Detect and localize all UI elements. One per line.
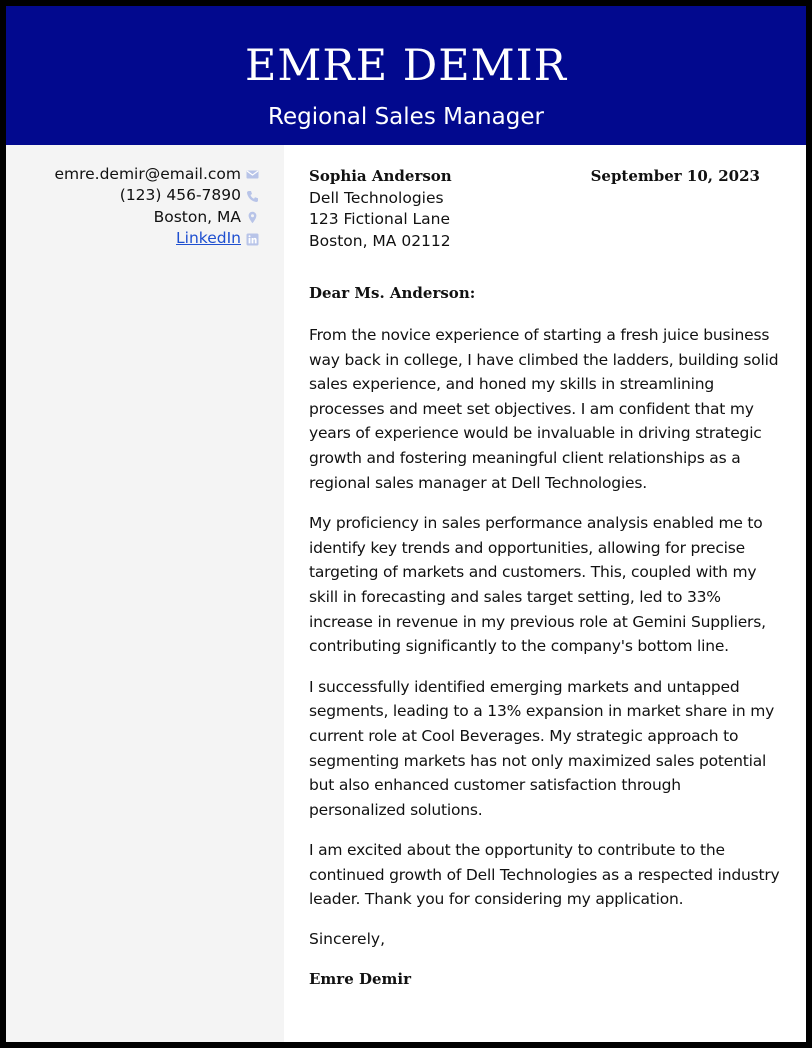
recipient-street: 123 Fictional Lane — [309, 210, 451, 228]
salutation: Dear Ms. Anderson: — [309, 284, 476, 302]
linkedin-link[interactable]: LinkedIn — [176, 229, 241, 248]
closing: Sincerely, — [309, 930, 386, 948]
contact-location — [54, 206, 259, 228]
sidebar — [6, 145, 284, 1042]
linkedin-icon — [246, 232, 259, 245]
letter-paragraphs — [309, 323, 781, 928]
contact-email — [54, 163, 259, 185]
paragraph: My proficiency in sales performance analysis enabled me to identify key trends and opportunities, allowing for precise targeting of markets and customers. This, coupled with my skill in forecasting and sales target setting, led to 33% increase in revenue in my previous role at Gemini Suppliers, contributing significantly to the company's bottom line. — [309, 514, 766, 656]
envelope-icon — [246, 167, 259, 180]
phone-text: (123) 456-7890 — [119, 186, 241, 205]
recipient-city: Boston, MA 02112 — [309, 231, 451, 250]
paragraph: I successfully identified emerging markets and untapped segments, leading to a 13% expansion in market share in my current role at Cool Beverages. My strategic approach to segmenting markets has not only maximized sales potential but also enhanced customer satisfaction through personalized solutions. — [309, 677, 775, 819]
map-pin-icon — [246, 210, 259, 223]
email-text: emre.demir@email.com — [54, 164, 241, 183]
recipient-name: Sophia Anderson — [309, 167, 452, 185]
recipient-block — [309, 166, 452, 252]
paragraph: I am excited about the opportunity to contribute to the continued growth of Dell Technologies as a respected industry leader. Thank you for considering my application. — [309, 841, 780, 909]
applicant-name: EMRE DEMIR — [244, 41, 568, 91]
contact-linkedin — [54, 228, 259, 250]
signature: Emre Demir — [309, 970, 411, 988]
applicant-title: Regional Sales Manager — [268, 104, 544, 130]
paragraph: From the novice experience of starting a fresh juice business way back in college, I have climbed the ladders, building solid sales experience, and honed my skills in streamlining processes and meet set objectives. I am confident that my years of experience would be invaluable in driving strategic growth and fostering meaningful client relationships as a regional sales manager at Dell Technologies. — [309, 326, 779, 492]
cover-letter-page — [6, 6, 806, 1042]
letter-date: September 10, 2023 — [590, 167, 760, 185]
contact-phone — [54, 185, 259, 207]
location-text: Boston, MA — [153, 207, 241, 226]
phone-icon — [246, 189, 259, 202]
header-banner — [6, 6, 806, 145]
recipient-company: Dell Technologies — [309, 188, 444, 207]
contact-info — [54, 163, 259, 249]
